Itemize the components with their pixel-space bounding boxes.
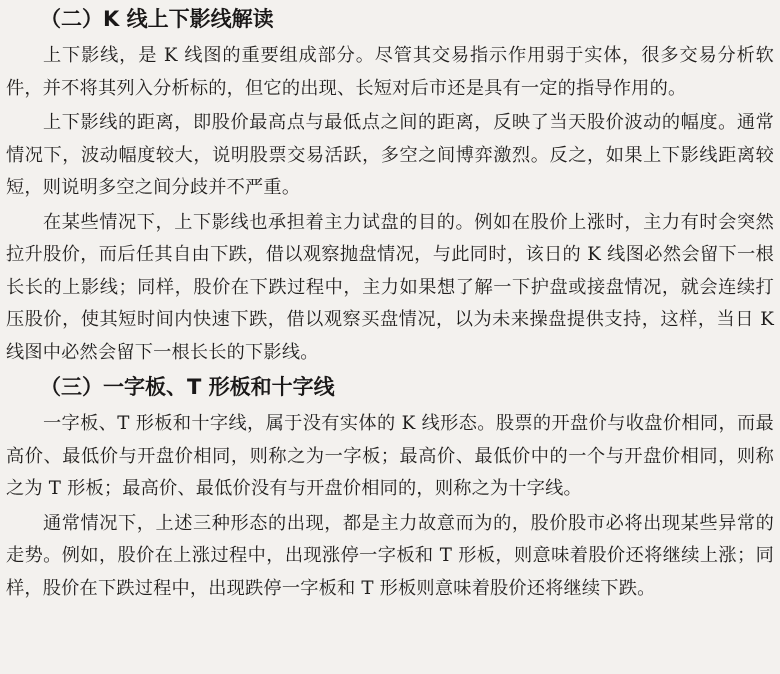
- paragraph-shadow-testing: 在某些情况下，上下影线也承担着主力试盘的目的。例如在股价上涨时，主力有时会突然拉升股价，而后任其自由下跌，借以观察抛盘情况，与此同时，该日的 K 线图必然会留下一根长长的上影线；同样，股价在下跌过程中，主力如果想了解一下护盘或接盘情况，就会连续打压股价，使其短时间内快速下跌，借以观察买盘情况，以为未来操盘提供支持，这样，当日 K 线图中必然会留下一根长长的下影线。: [6, 211, 774, 363]
- section-heading-shadow-lines: （二）K 线上下影线解读: [40, 7, 274, 31]
- paragraph-shadow-distance: 上下影线的距离，即股价最高点与最低点之间的距离，反映了当天股价波动的幅度。通常情况下，波动幅度较大，说明股票交易活跃，多空之间博弈激烈。反之，如果上下影线距离较短，则说明多空之间分歧并不严重。: [6, 112, 774, 198]
- section-heading-board-types: （三）一字板、T 形板和十字线: [40, 375, 335, 399]
- paragraph-board-definition: 一字板、T 形板和十字线，属于没有实体的 K 线形态。股票的开盘价与收盘价相同，而最高价、最低价与开盘价相同，则称之为一字板；最高价、最低价中的一个与开盘价相同，则称之为 T 形板；最高价、最低价没有与开盘价相同的，则称之为十字线。: [6, 413, 774, 499]
- paragraph-board-meaning: 通常情况下，上述三种形态的出现，都是主力故意而为的，股价股市必将出现某些异常的走势。例如，股价在上涨过程中，出现涨停一字板和 T 形板，则意味着股价还将继续上涨；同样，股价在下跌过程中，出现跌停一字板和 T 形板则意味着股价还将继续下跌。: [6, 512, 774, 599]
- paragraph-shadow-intro: 上下影线，是 K 线图的重要组成部分。尽管其交易指示作用弱于实体，很多交易分析软件，并不将其列入分析标的，但它的出现、长短对后市还是具有一定的指导作用的。: [6, 45, 774, 99]
